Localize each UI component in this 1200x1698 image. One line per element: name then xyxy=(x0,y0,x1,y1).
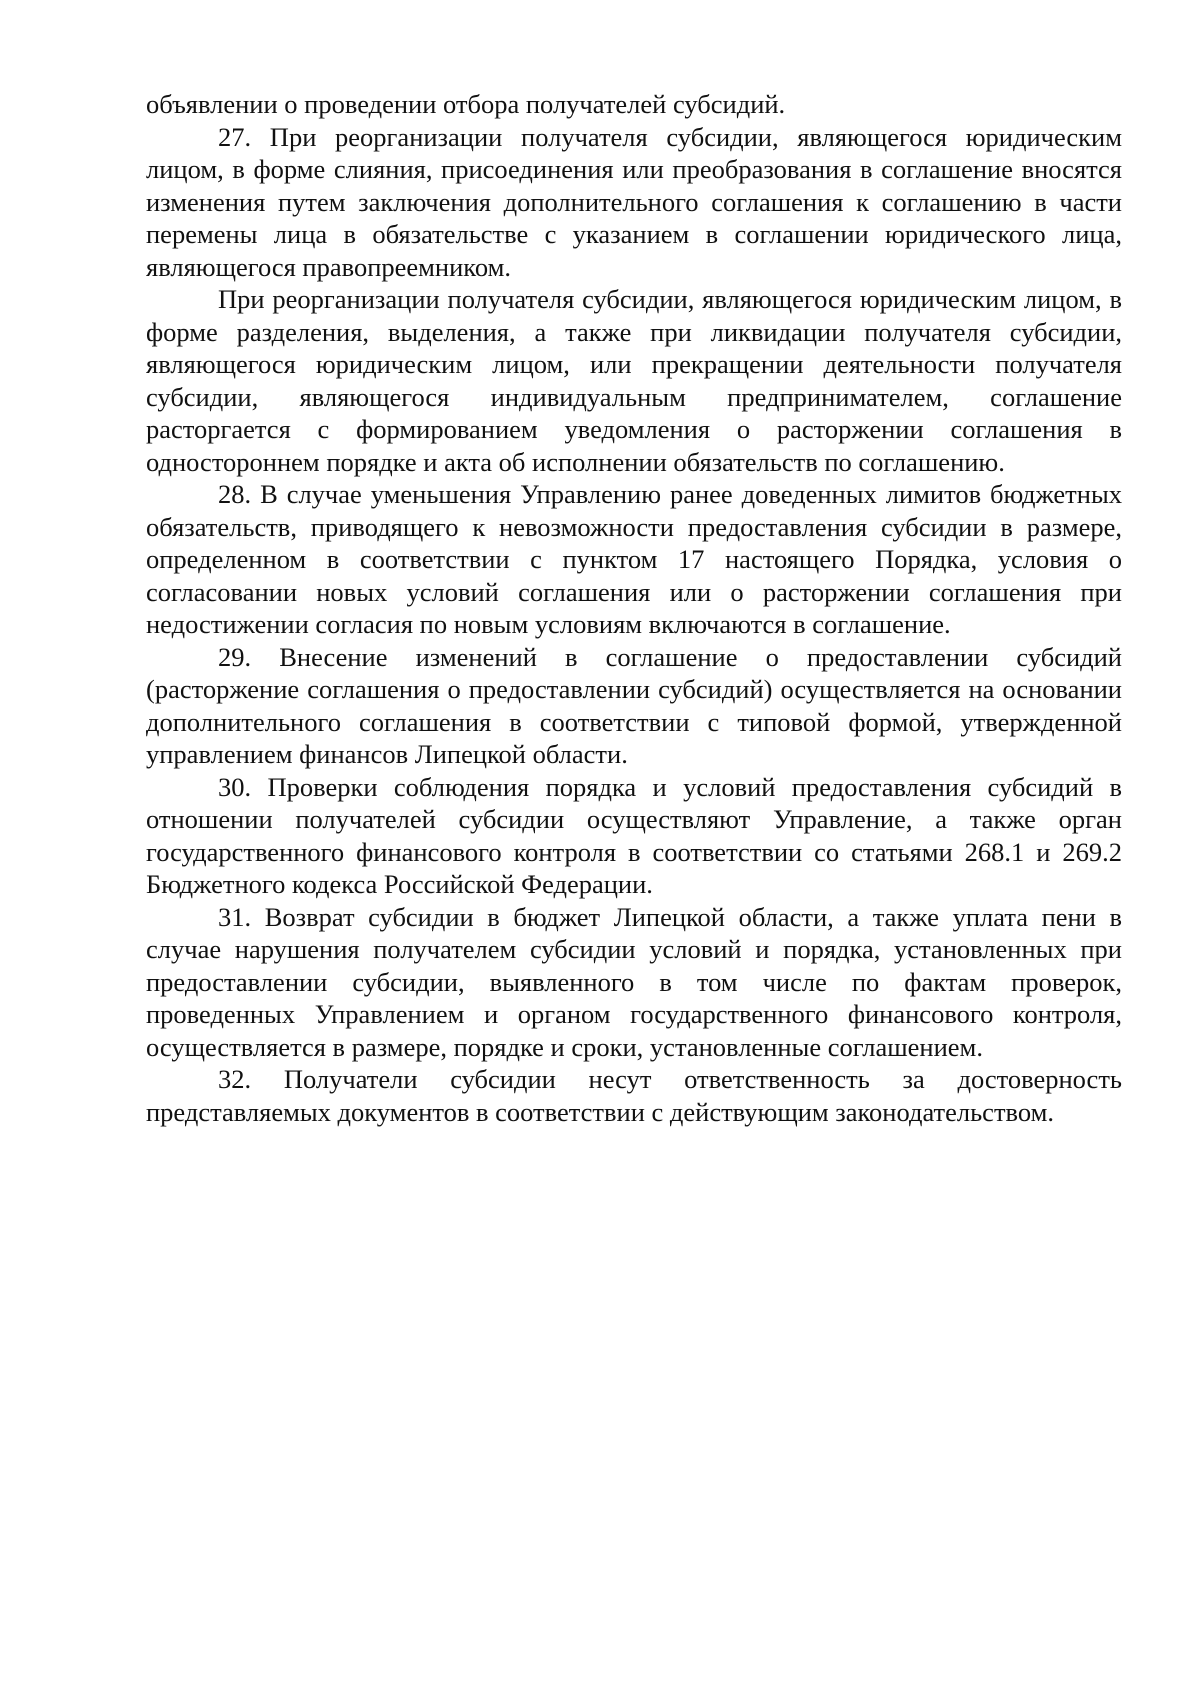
paragraph-27: 27. При реорганизации получателя субсидии, являющегося юридическим лицом, в форме слияния, присоединения или преобразования в соглашение вносятся изменения путем заключения дополнительного соглашения к соглашению в части перемены лица в обязательстве с указанием в соглашении юридического лица, являющегося правопреемником. xyxy=(146,121,1122,282)
document-body xyxy=(146,88,1122,1128)
paragraph-29: 29. Внесение изменений в соглашение о предоставлении субсидий (расторжение соглашения о предоставлении субсидий) осуществляется на основании дополнительного соглашения в соответствии с типовой формой, утвержденной управлением финансов Липецкой области. xyxy=(146,641,1122,769)
paragraph-27-reorganization-split: При реорганизации получателя субсидии, являющегося юридическим лицом, в форме разделения, выделения, а также при ликвидации получателя субсидии, являющегося юридическим лицом, или прекращении деятельности получателя субсидии, являющегося индивидуальным предпринимателем, соглашение расторгается с формированием уведомления о расторжении соглашения в одностороннем порядке и акта об исполнении обязательств по соглашению. xyxy=(146,284,1122,477)
paragraph-28: 28. В случае уменьшения Управлению ранее доведенных лимитов бюджетных обязательств, приводящего к невозможности предоставления субсидии в размере, определенном в соответствии с пунктом 17 настоящего Порядка, условия о согласовании новых условий соглашения или о расторжении соглашения при недостижении согласия по новым условиям включаются в соглашение. xyxy=(146,479,1122,639)
paragraph-continuation: объявлении о проведении отбора получателей субсидий. xyxy=(146,89,786,119)
paragraph-30: 30. Проверки соблюдения порядка и условий предоставления субсидий в отношении получателей субсидии осуществляют Управление, а также орган государственного финансового контроля в соответствии со статьями 268.1 и 269.2 Бюджетного кодекса Российской Федерации. xyxy=(146,771,1122,899)
paragraph-32: 32. Получатели субсидии несут ответственность за достоверность представляемых документов в соответствии с действующим законодательством. xyxy=(146,1064,1122,1127)
paragraph-31: 31. Возврат субсидии в бюджет Липецкой области, а также уплата пени в случае нарушения получателем субсидии условий и порядка, установленных при предоставлении субсидии, выявленного в том числе по фактам проверок, проведенных Управлением и органом государственного финансового контроля, осуществляется в размере, порядке и сроки, установленные соглашением. xyxy=(146,901,1122,1062)
